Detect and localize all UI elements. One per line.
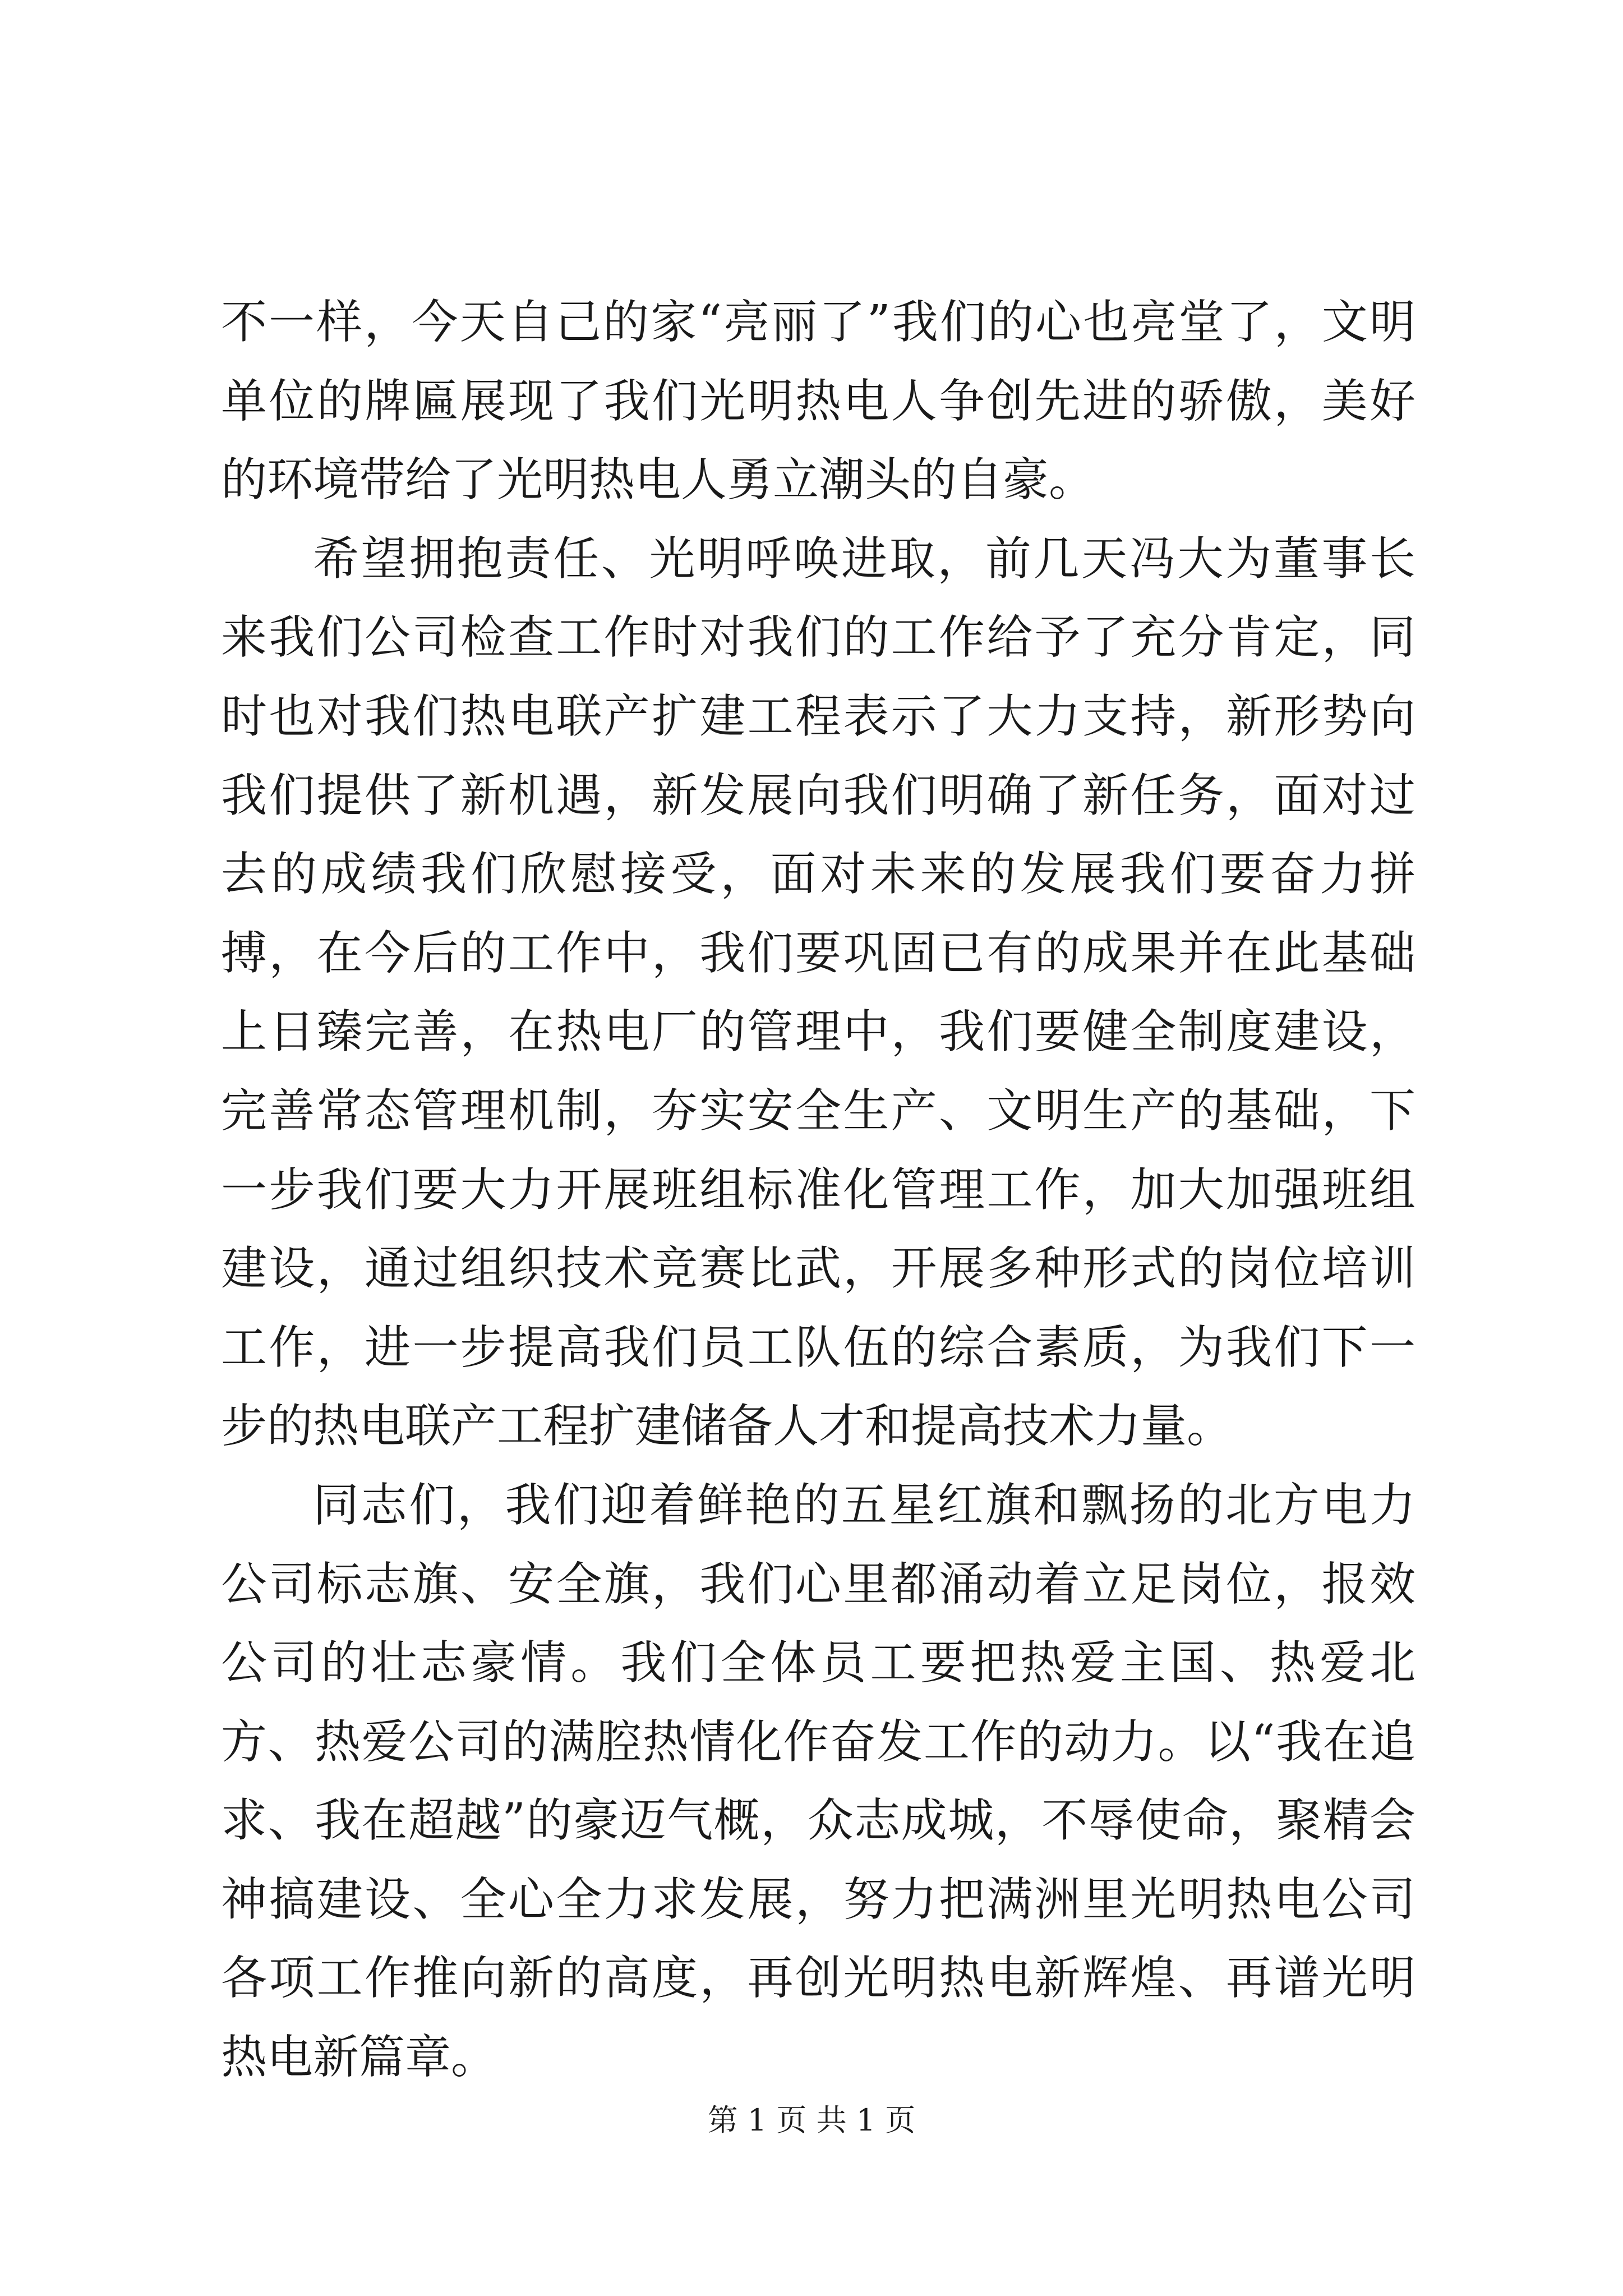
paragraph-2: 希望拥抱责任、光明呼唤进取，前几天冯大为董事长来我们公司检查工作时对我们的工作给予了充分肯定，同时也对我们热电联产扩建工程表示了大力支持，新形势向我们提供了新机遇，新发展向我们明确了新任务，面对过去的成绩我们欣慰接受，面对未来的发展我们要奋力拼搏，在今后的工作中，我们要巩固已有的成果并在此基础上日臻完善，在热电厂的管理中，我们要健全制度建设，完善常态管理机制，夯实安全生产、文明生产的基础，下一步我们要大力开展班组标准化管理工作，加大加强班组建设，通过组织技术竞赛比武，开展多种形式的岗位培训工作，进一步提高我们员工队伍的综合素质，为我们下一步的热电联产工程扩建储备人才和提高技术力量。	[221, 532, 1415, 1453]
paragraph-1: 不一样，今天自己的家“亮丽了”我们的心也亮堂了，文明单位的牌匾展现了我们光明热电人争创先进的骄傲，美好的环境带给了光明热电人勇立潮头的自豪。	[221, 296, 1415, 507]
document-body	[221, 283, 1415, 2097]
paragraph-3: 同志们，我们迎着鲜艳的五星红旗和飘扬的北方电力公司标志旗、安全旗，我们心里都涌动着立足岗位，报效公司的壮志豪情。我们全体员工要把热爱主国、热爱北方、热爱公司的满腔热情化作奋发工作的动力。以“我在追求、我在超越”的豪迈气概，众志成城，不辱使命，聚精会神搞建设、全心全力求发展，努力把满洲里光明热电公司各项工作推向新的高度，再创光明热电新辉煌、再谱光明热电新篇章。	[221, 1478, 1415, 2085]
page-footer: 第 1 页 共 1 页	[707, 2102, 916, 2138]
